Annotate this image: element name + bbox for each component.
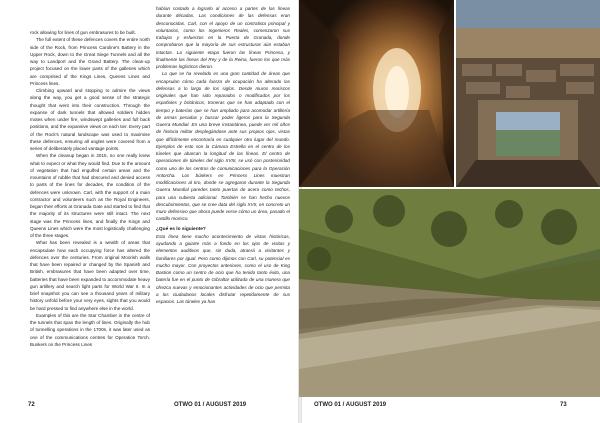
paragraph: Esta línea tiene mucho acontecimiento de vistas históricas, ayudando a guiarte más a fondo en los ojos de visitas y elementos auditivos que, sin duda, atraerá a visitantes y familiares por igual. Pero como dijimos con Carl, su potencial es mucho mayor. Con proyectos anteriores, como el uso de King Bastion como un centro de ocio que ha tenido tanto éxito, una batería fue en el punto de Gibraltar utilizada de una manera que ofrezca nuevas y emocionantes actividades de ocio que permita a los ciudadanos locales disfrutar repetidamente de sus espacios. Las túneles ya han [156,233,290,304]
tunnel-photo [299,0,454,187]
english-text-column [30,29,150,397]
embrasure-photo [456,0,600,187]
tunnel-image [299,0,454,187]
paragraph: What has been revealed is a wealth of areas that encapsulate how each occupying force has altered the defences over the centuries. From original Moorish walls that have been repaired or changed by the Spanish and British, embrasures that have been adapted over time, batteries that have been expanded to accommodate heavy gun artillery and search light parts for World War II. In a brief snapshot you can see a thousand years of military history unfold before your very eyes, sights that you would be hard pressed to find anywhere else in the world. [30,240,150,311]
spanish-text-column [156,5,290,397]
left-page-number: 72 [28,402,35,408]
paragraph: Lo que se ha revelado es una gran cantidad de áreas que encapsulan cómo cada fuerza de ocupación ha alterado las defensas a lo largo de los siglos. Desde muros moriscos originales que han sido reparados o modificados por los españoles y británicos, troneras que se han adaptado con el tiempo y baterías que se han ampliado para acomodar artillería de armas pesadas y buscar poder ligeros para la Segunda Guerra Mundial. En una breve instantánea, puede ver mil años de historia militar desplegándose ante sus propios ojos, vistas que difícilmente encontraría en cualquier otro lugar del mundo. Ejemplos de esto son la Cámara Estrella en el centro de los túneles que abarcan la longitud de las líneas. El centro de operaciones de túneles del siglo XVIII, se usó con posterioridad como uno de los centros de comunicaciones para la Operación Antorcha. Los búnkers en Princess Lines muestran modificaciones al tiro, donde se agregaron durante la Segunda Guerra Mundial paredes tanto puertas de acero como techos, para una cubierta adicional. También se han hecho nuevos descubrimientos, que se cree data del siglo XVII, en concreto un muro defensivo que ahora puede verse cómo un área, pasado el castillo morisco. [156,71,290,222]
paragraph: Climbing upward and stopping to admire the views along the way, you get a good sense of the strategic thought that went into their construction. Through the expanse of dark tunnels that allowed soldiers hidden motes when under fire, windswept galleries and full back positions, and the expansive views on each tier. Every part of the Rock's natural landscape was used to maximise these defences, ensuring all angles were covered from a series of deliberately placed vantage points. [30,88,150,151]
right-page-number: 73 [560,402,567,408]
trench-image [299,189,600,397]
paragraph: When the cleanup began in 2015, no one really knew what to expect or what they would find. Due to the amount of vegetation that had engulfed certain areas and the mountains of rubble that had obscured and denied access to parts of the lines for decades, the condition of the defences were unknown. Carl, with the support of a main contractor and volunteers such as the Royal Engineers, began their efforts at Granada Gate and started to find that the majority of its structures were still intact. The next stage was the Princess lines, and finally the Kings and Queens Lines which were the most logistically challenging of the three stages. [30,153,150,238]
paragraph: The full extent of these defences covers the entire north side of the Rock, from Princess Caroline's Battery in the Upper Rock, down to the Great Siege Tunnels and all the way to Landport and the Grand Battery. The clean-up project focused on the lower parts of the galleries which are comprised of the Kings Lines, Queens Lines and Princess lines. [30,37,150,86]
embrasure-image [456,0,600,187]
paragraph: habían costado a lograrlo al acceso a partes de las líneas durante décadas. Las condiciones de las defensas eran desconocidas. Carl, con el apoyo de un contratista principal y voluntarios, como los Ingenieros Reales, comenzaron sus trabajos y esfuerzos en la Puerta de Granada, donde comprobaron que la mayoría de sus estructuras aún estaban intactas. La siguiente etapa fueron las líneas Princesa, y finalmente las líneas del Rey y de la Reina, fueron los que más problemas logísticos dieron. [156,6,290,69]
section-heading: ¿Qué es lo siguiente? [156,226,206,232]
paragraph: rock allowing for lines of gun embrasures to be built. [30,30,136,35]
trench-photo [299,189,600,397]
right-issue-label: OTWO 01 / AUGUST 2019 [314,402,387,408]
paragraph: Examples of this are the Star Chamber in the centre of the tunnels that span the length of lines. Originally the hub of tunnelling operations in the 1700s, it was later used as one of the communications centres for Operation Torch. Bunkers on the Princess Lines [30,312,150,347]
left-issue-label: OTWO 01 / AUGUST 2019 [174,402,247,408]
